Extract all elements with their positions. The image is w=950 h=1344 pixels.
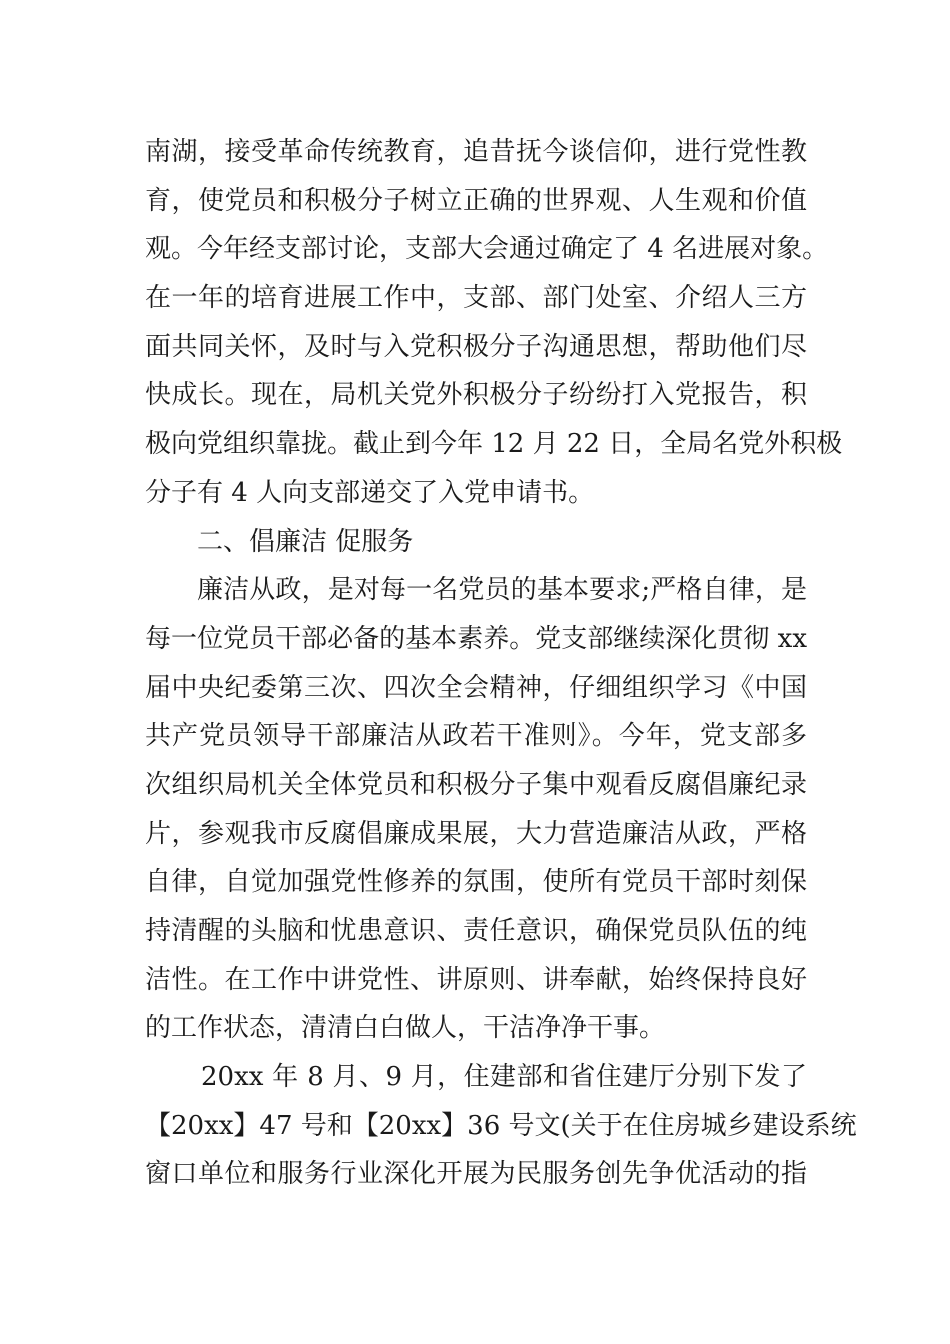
- text-line: [145, 469, 807, 518]
- text-line-content: 快成长。现在，局机关党外积极分子纷纷打入党报告，积: [145, 380, 807, 411]
- text-line-content: 次组织局机关全体党员和积极分子集中观看反腐倡廉纪录: [145, 769, 807, 800]
- text-line: [145, 810, 807, 859]
- text-line-content: 每一位党员干部必备的基本素养。党支部继续深化贯彻 xx: [145, 623, 807, 654]
- text-line: [145, 1053, 807, 1102]
- text-line: [145, 420, 843, 469]
- text-line: [145, 128, 807, 177]
- text-line: [145, 664, 807, 713]
- section-heading: [145, 518, 807, 567]
- text-line-content: 廉洁从政，是对每一名党员的基本要求;严格自律，是: [197, 575, 807, 606]
- text-line: [145, 907, 807, 956]
- text-line: [145, 712, 807, 761]
- text-line: [145, 615, 807, 664]
- text-line: [145, 323, 807, 372]
- text-line-content: 南湖，接受革命传统教育，追昔抚今谈信仰，进行党性教: [145, 137, 807, 167]
- text-line: [145, 1150, 807, 1199]
- text-line-content: 【20xx】47 号和【20xx】36 号文(关于在住房城乡建设系统: [145, 1110, 857, 1141]
- document-body: [145, 128, 857, 1199]
- text-line-content: 分子有 4 人向支部递交了入党申请书。: [145, 477, 595, 508]
- text-line: [145, 274, 807, 323]
- text-line-content: 20xx 年 8 月、9 月，住建部和省住建厅分别下发了: [201, 1062, 807, 1093]
- text-line: [145, 956, 807, 1005]
- text-line-content: 洁性。在工作中讲党性、讲原则、讲奉献，始终保持良好: [145, 964, 807, 995]
- text-line: [145, 761, 807, 810]
- text-line: [145, 177, 807, 226]
- text-line: [145, 1004, 807, 1053]
- text-line: [145, 371, 807, 420]
- text-line: [145, 1102, 857, 1151]
- text-line-content: 的工作状态，清清白白做人，干洁净净干事。: [145, 1013, 666, 1044]
- text-line-content: 在一年的培育进展工作中，支部、部门处室、介绍人三方: [145, 283, 807, 314]
- text-line-content: 片，参观我市反腐倡廉成果展，大力营造廉洁从政，严格: [145, 818, 807, 849]
- text-line-content: 育，使党员和积极分子树立正确的世界观、人生观和价值: [145, 185, 807, 216]
- text-line: [145, 566, 807, 615]
- text-line: [145, 858, 807, 907]
- text-line-content: 窗口单位和服务行业深化开展为民服务创先争优活动的指: [145, 1159, 807, 1190]
- text-line-content: 持清醒的头脑和忧患意识、责任意识，确保党员队伍的纯: [145, 916, 807, 946]
- text-line-content: 共产党员领导干部廉洁从政若干准则》。今年，党支部多: [145, 721, 807, 752]
- text-line-content: 自律，自觉加强党性修养的氛围，使所有党员干部时刻保: [145, 867, 807, 898]
- text-line: [145, 225, 829, 274]
- text-line-content: 极向党组织靠拢。截止到今年 12 月 22 日，全局名党外积极: [145, 429, 843, 460]
- text-line-content: 届中央纪委第三次、四次全会精神，仔细组织学习《中国: [145, 672, 807, 703]
- section-heading-text: 二、倡廉洁 促服务: [197, 526, 414, 557]
- text-line-content: 面共同关怀，及时与入党积极分子沟通思想，帮助他们尽: [145, 331, 807, 362]
- text-line-content: 观。今年经支部讨论，支部大会通过确定了 4 名进展对象。: [145, 234, 829, 265]
